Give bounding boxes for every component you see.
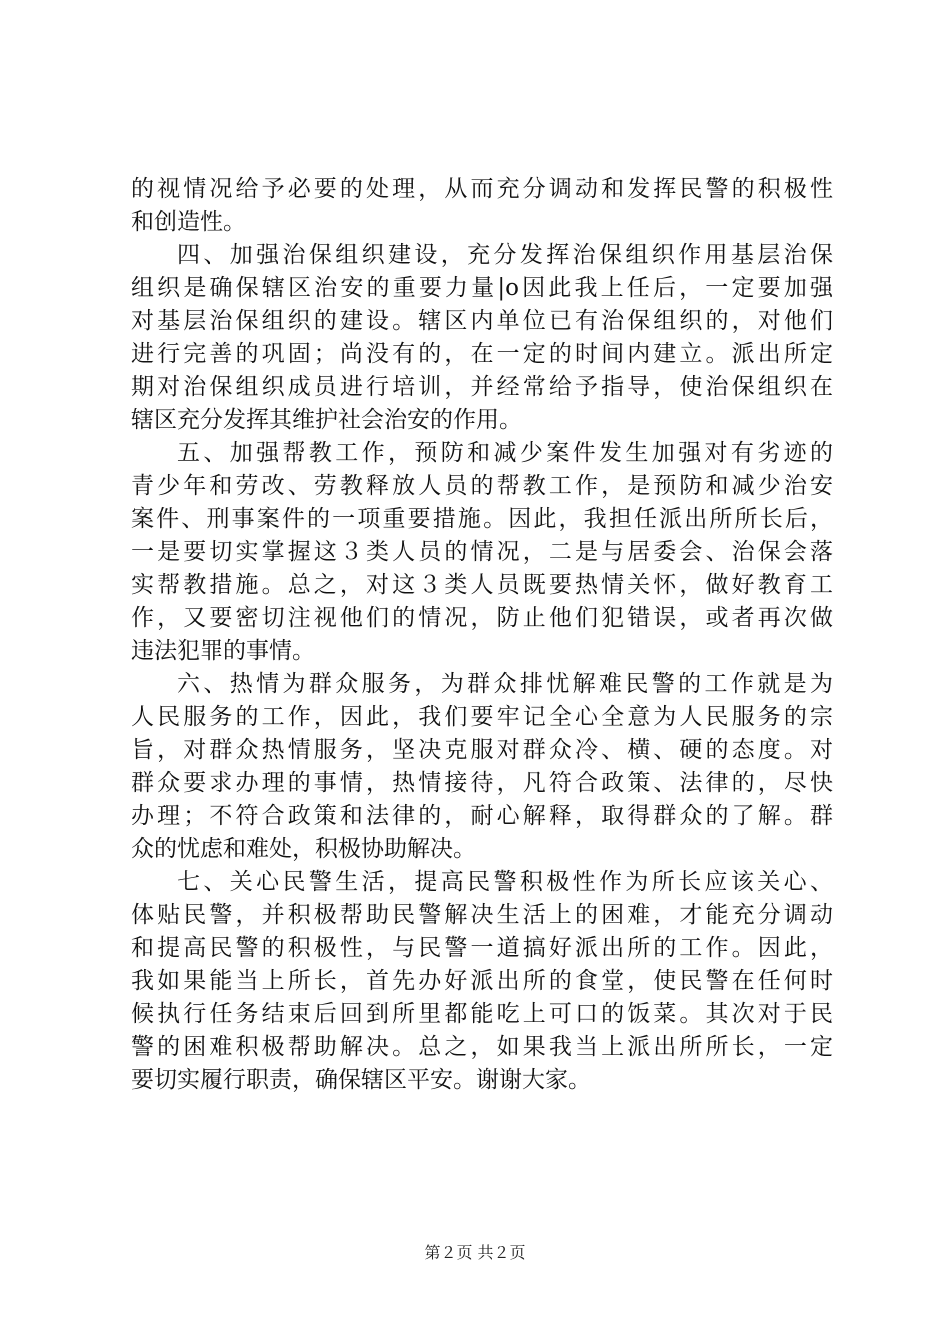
- text-line: 和提高民警的积极性，与民警一道搞好派出所的工作。因此，: [131, 935, 833, 961]
- text-line: 违法犯罪的事情。: [131, 638, 315, 664]
- paragraph-first-line: 五、加强帮教工作，预防和减少案件发生加强对有劣迹的: [177, 440, 833, 466]
- page-footer: [0, 1243, 950, 1263]
- text-line: 要切实履行职责，确保辖区平安。谢谢大家。: [131, 1067, 591, 1093]
- text-line: 期对治保组织成员进行培训，并经常给予指导，使治保组织在: [131, 374, 833, 400]
- text-line: 体贴民警，并积极帮助民警解决生活上的困难，才能充分调动: [131, 902, 833, 928]
- text-line: 进行完善的巩固；尚没有的，在一定的时间内建立。派出所定: [131, 341, 833, 367]
- text-line: 的视情况给予必要的处理，从而充分调动和发挥民警的积极性: [131, 176, 833, 202]
- text-line: 候执行任务结束后回到所里都能吃上可口的饭菜。其次对于民: [131, 1001, 833, 1027]
- paragraph-first-line: 七、关心民警生活，提高民警积极性作为所长应该关心、: [177, 869, 833, 895]
- text-line: 我如果能当上所长，首先办好派出所的食堂，使民警在任何时: [131, 968, 833, 994]
- paragraph-first-line: 六、热情为群众服务，为群众排忧解难民警的工作就是为: [177, 671, 833, 697]
- text-line: 办理；不符合政策和法律的，耐心解释，取得群众的了解。群: [131, 803, 833, 829]
- text-line: 众的忧虑和难处，积极协助解决。: [131, 836, 476, 862]
- text-line: 案件、刑事案件的一项重要措施。因此，我担任派出所所长后，: [131, 506, 833, 532]
- text-line: 群众要求办理的事情，热情接待，凡符合政策、法律的，尽快: [131, 770, 833, 796]
- paragraph-first-line: 四、加强治保组织建设，充分发挥治保组织作用基层治保: [177, 242, 833, 268]
- text-line: 旨，对群众热情服务，坚决克服对群众冷、横、硬的态度。对: [131, 737, 833, 763]
- text-line: 警的困难积极帮助解决。总之，如果我当上派出所所长，一定: [131, 1034, 833, 1060]
- text-line: 作，又要密切注视他们的情况，防止他们犯错误，或者再次做: [131, 605, 833, 631]
- page-number-label: 第２页 共２页: [424, 1243, 526, 1262]
- text-line: 人民服务的工作，因此，我们要牢记全心全意为人民服务的宗: [131, 704, 833, 730]
- document-body: [131, 173, 833, 1097]
- text-line: 一是要切实掌握这３类人员的情况，二是与居委会、治保会落: [131, 539, 833, 565]
- text-line: 组织是确保辖区治安的重要力量|o因此我上任后，一定要加强: [131, 275, 833, 301]
- text-line: 对基层治保组织的建设。辖区内单位已有治保组织的，对他们: [131, 308, 833, 334]
- text-line: 和创造性。: [131, 209, 246, 235]
- text-line: 实帮教措施。总之，对这３类人员既要热情关怀，做好教育工: [131, 572, 833, 598]
- text-line: 辖区充分发挥其维护社会治安的作用。: [131, 407, 522, 433]
- text-line: 青少年和劳改、劳教释放人员的帮教工作，是预防和减少治安: [131, 473, 833, 499]
